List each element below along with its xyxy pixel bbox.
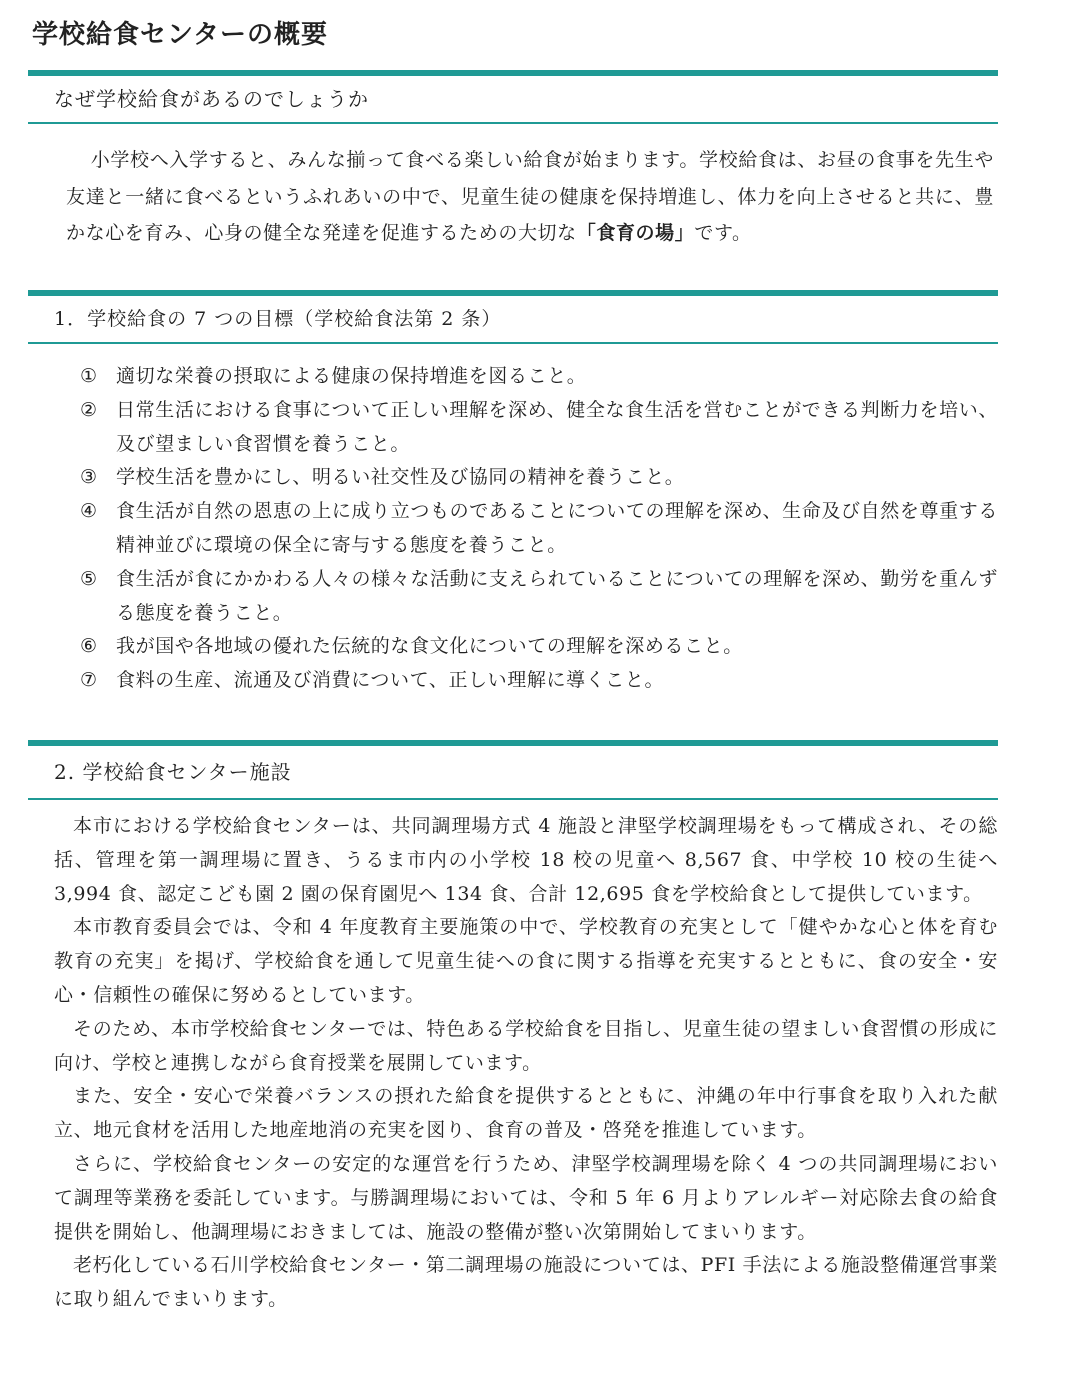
facilities-heading: 2. 学校給食センター施設	[28, 746, 998, 800]
goal-text: 学校生活を豊かにし、明るい社交性及び協同の精神を養うこと。	[116, 466, 685, 489]
goal-item	[80, 495, 998, 563]
goal-number: ⑦	[80, 669, 98, 692]
goal-text: 食生活が食にかかわる人々の様々な活動に支えられていることについての理解を深め、勤労を重んずる態度を養うこと。	[116, 567, 998, 624]
goal-text: 食料の生産、流通及び消費について、正しい理解に導くこと。	[116, 669, 665, 692]
facilities-paragraph: 老朽化している石川学校給食センター・第二調理場の施設については、PFI 手法による施設整備運営事業に取り組んでまいります。	[54, 1254, 998, 1311]
goal-number: ③	[80, 466, 98, 489]
goal-item	[80, 630, 998, 664]
section-goals	[28, 290, 998, 698]
goal-number: ⑥	[80, 635, 98, 658]
goal-text: 食生活が自然の恩恵の上に成り立つものであることについての理解を深め、生命及び自然を尊重する精神並びに環境の保全に寄与する態度を養うこと。	[116, 500, 998, 556]
intro-heading: なぜ学校給食があるのでしょうか	[28, 76, 998, 124]
goals-heading: 1．学校給食の 7 つの目標（学校給食法第 2 条）	[28, 296, 998, 344]
goal-text: 日常生活における食事について正しい理解を深め、健全な食生活を営むことができる判断力を培い、及び望ましい食習慣を養うこと。	[116, 398, 998, 455]
intro-text-end: です。	[694, 222, 752, 244]
intro-text: 小学校へ入学すると、みんな揃って食べる楽しい給食が始まります。学校給食は、お昼の食事を先生や友達と一緒に食べるというふれあいの中で、児童生徒の健康を保持増進し、体力を向上させると共に、豊かな心を育み、心身の健全な発達を促進するための大切な	[66, 149, 994, 244]
goal-text: 我が国や各地域の優れた伝統的な食文化についての理解を深めること。	[116, 635, 743, 658]
goal-item	[80, 664, 998, 698]
goal-item	[80, 394, 998, 462]
facilities-body	[54, 810, 998, 1317]
facilities-paragraph: さらに、学校給食センターの安定的な運営を行うため、津堅学校調理場を除く 4 つの共同調理場において調理等業務を委託しています。与勝調理場においては、令和 5 年 6 月よりアレルギー対応除去食の給食提供を開始し、他調理場におきましては、施設の整備が整い次第開始してまいります。	[54, 1152, 998, 1243]
goal-number: ⑤	[80, 567, 98, 590]
goal-number: ④	[80, 500, 98, 523]
goal-item	[80, 360, 998, 394]
intro-paragraph	[66, 142, 994, 252]
intro-section	[28, 70, 998, 252]
goal-number: ②	[80, 398, 98, 421]
facilities-paragraph: そのため、本市学校給食センターでは、特色ある学校給食を目指し、児童生徒の望ましい食習慣の形成に向け、学校と連携しながら食育授業を展開しています。	[54, 1017, 998, 1074]
section-facilities	[28, 740, 998, 1317]
page-title: 学校給食センターの概要	[32, 20, 328, 50]
facilities-paragraph: また、安全・安心で栄養バランスの摂れた給食を提供するとともに、沖縄の年中行事食を取り入れた献立、地元食材を活用した地産地消の充実を図り、食育の普及・啓発を推進しています。	[54, 1085, 998, 1142]
goals-list	[80, 360, 998, 698]
goal-item	[80, 563, 998, 631]
goal-text: 適切な栄養の摂取による健康の保持増進を図ること。	[116, 365, 587, 387]
facilities-paragraph: 本市教育委員会では、令和 4 年度教育主要施策の中で、学校教育の充実として「健やかな心と体を育む教育の充実」を掲げ、学校給食を通して児童生徒への食に関する指導を充実するとともに、食の安全・安心・信頼性の確保に努めるとしています。	[54, 916, 998, 1006]
intro-emphasis: 「食育の場」	[576, 222, 695, 244]
goal-item	[80, 461, 998, 495]
goal-number: ①	[80, 365, 98, 387]
facilities-paragraph: 本市における学校給食センターは、共同調理場方式 4 施設と津堅学校調理場をもって構成され、その総括、管理を第一調理場に置き、うるま市内の小学校 18 校の児童へ 8,567 食、中学校 10 校の生徒へ 3,994 食、認定こども園 2 園の保育園児へ 134 食、合計 12,695 食を学校給食として提供しています。	[54, 815, 998, 905]
